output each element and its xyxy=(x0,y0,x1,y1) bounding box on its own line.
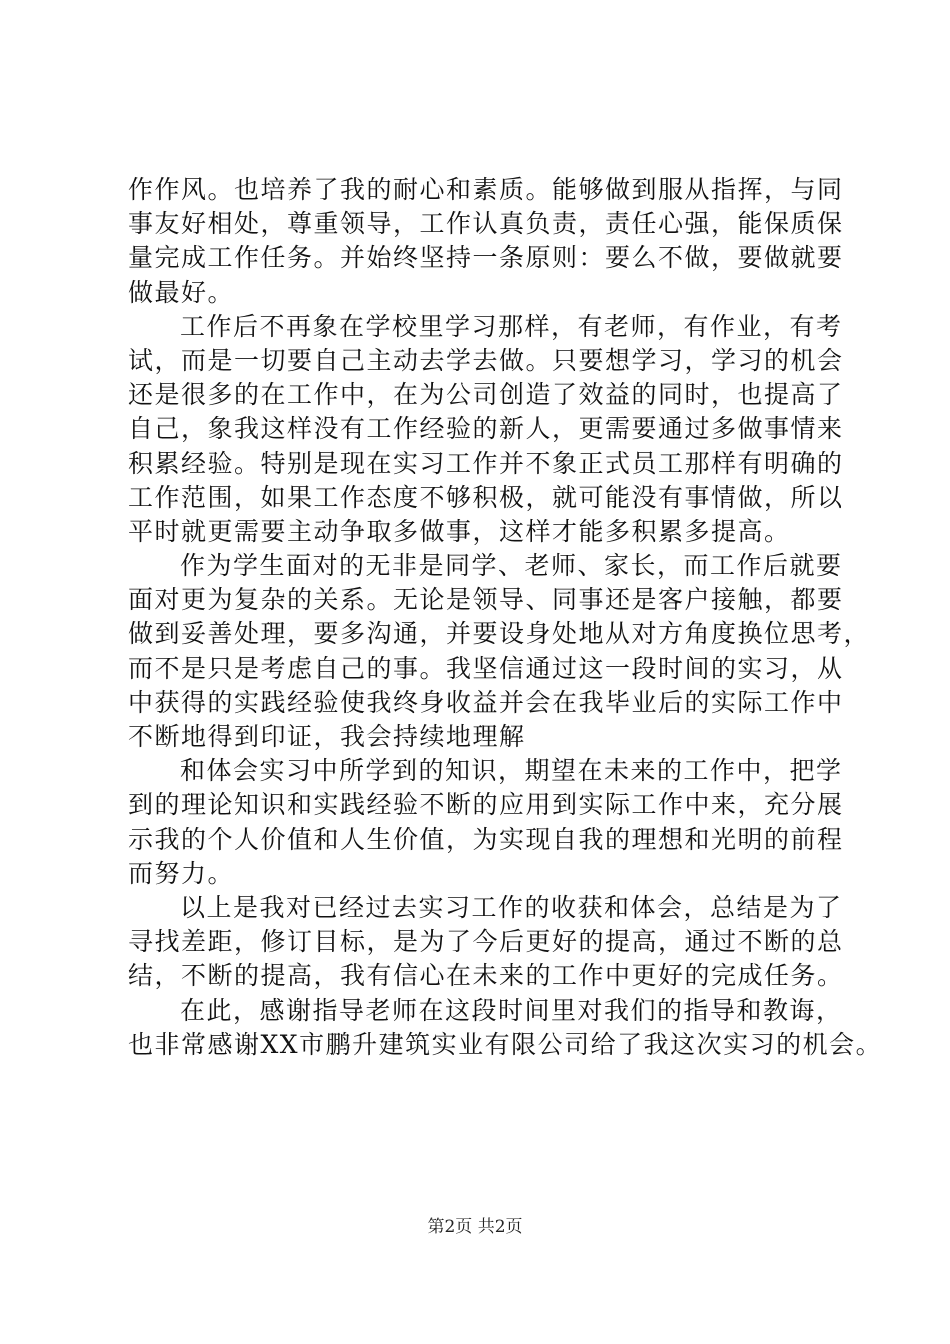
paragraph-line: 量完成工作任务。并始终坚持一条原则：要么不做，要做就要 xyxy=(128,243,844,273)
paragraph-line: 做最好。 xyxy=(128,277,235,307)
paragraph-line: 不断地得到印证，我会持续地理解 xyxy=(128,722,526,751)
paragraph-line: 作作风。也培养了我的耐心和素质。能够做到服从指挥，与同 xyxy=(128,175,844,204)
paragraph xyxy=(128,891,844,994)
paragraph xyxy=(128,754,844,891)
page-footer: 第2页 共2页 xyxy=(427,1217,523,1237)
paragraph-line: 面对更为复杂的关系。无论是领导、同事还是客户接触，都要 xyxy=(128,585,844,615)
paragraph-line: 做到妥善处理，要多沟通，并要设身处地从对方角度换位思考， xyxy=(128,619,871,649)
document-body xyxy=(128,173,883,1062)
paragraph-line: 还是很多的在工作中，在为公司创造了效益的同时，也提高了 xyxy=(128,380,844,410)
paragraph-line: 示我的个人价值和人生价值，为实现自我的理想和光明的前程 xyxy=(128,824,844,854)
paragraph xyxy=(128,549,871,754)
paragraph-line: 工作范围，如果工作态度不够积极，就可能没有事情做，所以 xyxy=(128,482,844,512)
paragraph-line: 中获得的实践经验使我终身收益并会在我毕业后的实际工作中 xyxy=(128,687,844,717)
paragraph-line: 寻找差距，修订目标，是为了今后更好的提高，通过不断的总 xyxy=(128,927,844,957)
paragraph-line: 在此，感谢指导老师在这段时间里对我们的指导和教诲， xyxy=(180,995,843,1025)
paragraph-line: 和体会实习中所学到的知识，期望在未来的工作中，把学 xyxy=(180,756,843,786)
paragraph xyxy=(128,173,844,310)
paragraph-line: 事友好相处，尊重领导，工作认真负责，责任心强，能保质保 xyxy=(128,209,844,239)
paragraph-line: 以上是我对已经过去实习工作的收获和体会，总结是为了 xyxy=(180,892,843,922)
paragraph-line: 到的理论知识和实践经验不断的应用到实际工作中来，充分展 xyxy=(128,790,844,820)
paragraph-line: 工作后不再象在学校里学习那样，有老师，有作业，有考 xyxy=(180,311,843,341)
paragraph-line: 作为学生面对的无非是同学、老师、家长，而工作后就要 xyxy=(180,551,843,581)
paragraph-line: 结，不断的提高，我有信心在未来的工作中更好的完成任务。 xyxy=(128,961,844,991)
paragraph-line: 平时就更需要主动争取多做事，这样才能多积累多提高。 xyxy=(128,516,791,546)
paragraph xyxy=(128,310,844,549)
paragraph-line: 积累经验。特别是现在实习工作并不象正式员工那样有明确的 xyxy=(128,448,844,478)
paragraph-line: 自己，象我这样没有工作经验的新人，更需要通过多做事情来 xyxy=(128,414,844,444)
paragraph-line: 而努力。 xyxy=(128,858,235,888)
paragraph-line: 而不是只是考虑自己的事。我坚信通过这一段时间的实习，从 xyxy=(128,653,844,683)
paragraph-line: 也非常感谢XX市鹏升建筑实业有限公司给了我这次实习的机会。 xyxy=(128,1029,883,1059)
paragraph-line: 试，而是一切要自己主动去学去做。只要想学习，学习的机会 xyxy=(128,345,844,375)
paragraph xyxy=(128,994,883,1062)
